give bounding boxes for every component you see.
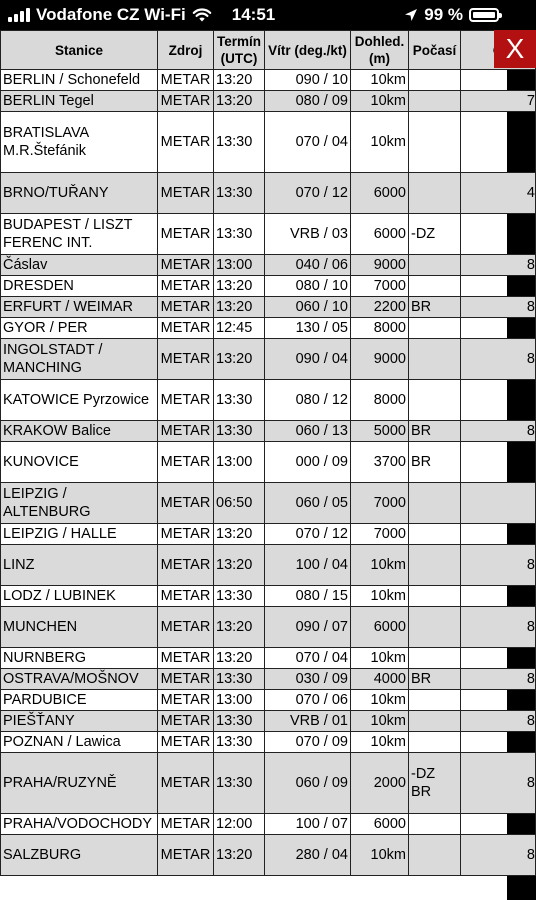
col-header-term[interactable]: Termín (UTC) (214, 31, 265, 70)
cell-term: 13:30 (214, 711, 265, 732)
cell-source: METAR (158, 297, 214, 318)
cell-wind: 090 / 04 (265, 339, 351, 380)
table-body (1, 70, 536, 876)
cell-next: 8 (461, 339, 536, 380)
cell-next: 8 (461, 297, 536, 318)
cell-station: POZNAN / Lawica (1, 732, 158, 753)
cell-term: 13:20 (214, 835, 265, 876)
cell-source: METAR (158, 669, 214, 690)
cell-weather (409, 112, 461, 173)
location-arrow-icon (404, 8, 418, 22)
table-row[interactable] (1, 545, 536, 586)
status-bar (0, 0, 507, 30)
cell-station: BRNO/TUŘANY (1, 173, 158, 214)
cell-wind: 090 / 10 (265, 70, 351, 91)
cell-term: 13:30 (214, 112, 265, 173)
cell-wind: 070 / 04 (265, 648, 351, 669)
col-header-wind[interactable]: Vítr (deg./kt) (265, 31, 351, 70)
weather-table (0, 30, 536, 876)
cell-station: PRAHA/VODOCHODY (1, 814, 158, 835)
cell-term: 13:30 (214, 214, 265, 255)
cell-station: BUDAPEST / LISZT FERENC INT. (1, 214, 158, 255)
cell-weather (409, 318, 461, 339)
table-row[interactable] (1, 732, 536, 753)
cell-visibility: 10km (351, 586, 409, 607)
cell-next: 8 (461, 380, 536, 421)
cell-wind: 070 / 12 (265, 524, 351, 545)
table-row[interactable] (1, 173, 536, 214)
cell-weather (409, 586, 461, 607)
cell-term: 13:30 (214, 421, 265, 442)
cell-next: 8 (461, 648, 536, 669)
col-header-visibility[interactable]: Dohled. (m) (351, 31, 409, 70)
cell-wind: 040 / 06 (265, 255, 351, 276)
cell-weather: -DZ (409, 214, 461, 255)
cell-station: BERLIN / Schonefeld (1, 70, 158, 91)
cell-term: 13:20 (214, 648, 265, 669)
cell-wind: 060 / 10 (265, 297, 351, 318)
cell-visibility: 10km (351, 70, 409, 91)
cell-weather (409, 835, 461, 876)
cell-weather (409, 276, 461, 297)
cell-source: METAR (158, 753, 214, 814)
cell-visibility: 4000 (351, 669, 409, 690)
cell-weather (409, 483, 461, 524)
cell-wind: 090 / 07 (265, 607, 351, 648)
cell-source: METAR (158, 112, 214, 173)
cell-visibility: 6000 (351, 814, 409, 835)
cell-next: 8 (461, 732, 536, 753)
cell-weather (409, 607, 461, 648)
cell-visibility: 2200 (351, 297, 409, 318)
close-button[interactable]: X (494, 30, 536, 68)
cell-source: METAR (158, 214, 214, 255)
cell-weather (409, 732, 461, 753)
cell-next: 4 (461, 173, 536, 214)
cell-term: 13:30 (214, 173, 265, 214)
cell-source: METAR (158, 524, 214, 545)
cell-wind: 000 / 09 (265, 442, 351, 483)
table-row[interactable] (1, 669, 536, 690)
cell-station: INGOLSTADT / MANCHING (1, 339, 158, 380)
cell-station: LEIPZIG / HALLE (1, 524, 158, 545)
cell-station: PARDUBICE (1, 690, 158, 711)
cell-next: 7 (461, 70, 536, 91)
cell-next: 8 (461, 669, 536, 690)
cell-next: 8 (461, 835, 536, 876)
cell-weather (409, 524, 461, 545)
table-row[interactable] (1, 297, 536, 318)
cell-wind: 080 / 10 (265, 276, 351, 297)
cell-visibility: 10km (351, 112, 409, 173)
cell-weather (409, 173, 461, 214)
cell-term: 13:30 (214, 586, 265, 607)
cell-term: 13:30 (214, 380, 265, 421)
cell-term: 13:20 (214, 339, 265, 380)
cell-source: METAR (158, 711, 214, 732)
cell-station: MUNCHEN (1, 607, 158, 648)
cell-wind: 070 / 06 (265, 690, 351, 711)
cell-term: 13:20 (214, 297, 265, 318)
col-header-station[interactable]: Stanice (1, 31, 158, 70)
cell-visibility: 7000 (351, 483, 409, 524)
cell-source: METAR (158, 276, 214, 297)
cell-source: METAR (158, 690, 214, 711)
cell-wind: 070 / 12 (265, 173, 351, 214)
table-row[interactable] (1, 214, 536, 255)
cell-visibility: 9000 (351, 255, 409, 276)
cell-term: 13:20 (214, 607, 265, 648)
cell-wind: 100 / 04 (265, 545, 351, 586)
cell-next: 8 (461, 690, 536, 711)
cell-weather: BR (409, 442, 461, 483)
cell-weather: BR (409, 421, 461, 442)
cell-next: 8 (461, 255, 536, 276)
table-row[interactable] (1, 255, 536, 276)
table-row[interactable] (1, 711, 536, 732)
cell-term: 06:50 (214, 483, 265, 524)
table-row[interactable] (1, 70, 536, 91)
cell-station: PIEŠŤANY (1, 711, 158, 732)
cell-term: 13:20 (214, 545, 265, 586)
cell-term: 12:45 (214, 318, 265, 339)
cell-source: METAR (158, 586, 214, 607)
cell-wind: 080 / 15 (265, 586, 351, 607)
cell-weather (409, 545, 461, 586)
carrier-label: Vodafone CZ Wi-Fi (36, 5, 186, 24)
cell-next: 7 (461, 91, 536, 112)
cell-next: 8 (461, 421, 536, 442)
cell-weather (409, 70, 461, 91)
cell-station: SALZBURG (1, 835, 158, 876)
cell-station: ERFURT / WEIMAR (1, 297, 158, 318)
table-row[interactable] (1, 442, 536, 483)
cell-weather: -DZ BR (409, 753, 461, 814)
cell-weather (409, 255, 461, 276)
cell-visibility: 6000 (351, 214, 409, 255)
cell-visibility: 10km (351, 648, 409, 669)
cell-station: BERLIN Tegel (1, 91, 158, 112)
cell-term: 13:30 (214, 732, 265, 753)
table-row[interactable] (1, 421, 536, 442)
cell-station: KATOWICE Pyrzowice (1, 380, 158, 421)
cell-wind: 060 / 13 (265, 421, 351, 442)
cell-wind: 060 / 05 (265, 483, 351, 524)
cell-next: 7 (461, 524, 536, 545)
cell-next: 8 (461, 442, 536, 483)
table-row[interactable] (1, 690, 536, 711)
cell-weather (409, 690, 461, 711)
cell-source: METAR (158, 70, 214, 91)
cell-next: 7 (461, 112, 536, 173)
cell-wind: 060 / 09 (265, 753, 351, 814)
cell-wind: VRB / 01 (265, 711, 351, 732)
cell-visibility: 2000 (351, 753, 409, 814)
cell-wind: VRB / 03 (265, 214, 351, 255)
table-row[interactable] (1, 814, 536, 835)
cell-next: 8 (461, 214, 536, 255)
table-row[interactable] (1, 835, 536, 876)
cell-station: Čáslav (1, 255, 158, 276)
table-row[interactable] (1, 753, 536, 814)
cell-station: NURNBERG (1, 648, 158, 669)
status-right (404, 5, 499, 25)
cell-source: METAR (158, 442, 214, 483)
cell-source: METAR (158, 814, 214, 835)
cell-term: 12:00 (214, 814, 265, 835)
cell-source: METAR (158, 318, 214, 339)
cell-term: 13:20 (214, 91, 265, 112)
cell-visibility: 8000 (351, 318, 409, 339)
cell-station: KUNOVICE (1, 442, 158, 483)
cell-wind: 080 / 09 (265, 91, 351, 112)
cell-visibility: 7000 (351, 524, 409, 545)
table-row[interactable] (1, 380, 536, 421)
cell-visibility: 8000 (351, 380, 409, 421)
cell-term: 13:20 (214, 276, 265, 297)
cell-visibility: 10km (351, 732, 409, 753)
cell-station: OSTRAVA/MOŠNOV (1, 669, 158, 690)
cell-term: 13:20 (214, 524, 265, 545)
cell-visibility: 9000 (351, 339, 409, 380)
cell-station: LINZ (1, 545, 158, 586)
table-row[interactable] (1, 339, 536, 380)
cell-station: BRATISLAVA M.R.Štefánik (1, 112, 158, 173)
cell-visibility: 10km (351, 690, 409, 711)
cell-station: LEIPZIG / ALTENBURG (1, 483, 158, 524)
cell-next: 8 (461, 711, 536, 732)
cell-term: 13:00 (214, 442, 265, 483)
cell-next: 8 (461, 814, 536, 835)
col-header-source[interactable]: Zdroj (158, 31, 214, 70)
cell-next: 7 (461, 276, 536, 297)
cell-station: DRESDEN (1, 276, 158, 297)
cell-visibility: 7000 (351, 276, 409, 297)
cell-next (461, 483, 536, 524)
cell-weather (409, 648, 461, 669)
cell-term: 13:00 (214, 255, 265, 276)
cell-wind: 280 / 04 (265, 835, 351, 876)
cell-source: METAR (158, 835, 214, 876)
cell-weather: BR (409, 297, 461, 318)
cell-next: 8 (461, 545, 536, 586)
table-row[interactable] (1, 112, 536, 173)
table-row[interactable] (1, 276, 536, 297)
cell-next: 8 (461, 318, 536, 339)
cell-weather (409, 380, 461, 421)
cell-wind: 070 / 09 (265, 732, 351, 753)
cell-source: METAR (158, 91, 214, 112)
weather-table-view[interactable] (0, 30, 535, 900)
cell-next: 7 (461, 586, 536, 607)
cell-source: METAR (158, 255, 214, 276)
cell-term: 13:30 (214, 669, 265, 690)
cell-visibility: 10km (351, 835, 409, 876)
cell-source: METAR (158, 380, 214, 421)
cell-term: 13:00 (214, 690, 265, 711)
cell-source: METAR (158, 732, 214, 753)
cell-weather (409, 339, 461, 380)
col-header-weather[interactable]: Počasí (409, 31, 461, 70)
cell-weather: BR (409, 669, 461, 690)
cell-station: PRAHA/RUZYNĚ (1, 753, 158, 814)
cell-term: 13:30 (214, 753, 265, 814)
table-row[interactable] (1, 607, 536, 648)
cell-weather (409, 814, 461, 835)
cell-next: 8 (461, 607, 536, 648)
cell-visibility: 10km (351, 91, 409, 112)
cell-visibility: 10km (351, 711, 409, 732)
cell-wind: 030 / 09 (265, 669, 351, 690)
cell-source: METAR (158, 339, 214, 380)
table-row[interactable] (1, 586, 536, 607)
table-row[interactable] (1, 648, 536, 669)
cell-visibility: 5000 (351, 421, 409, 442)
cell-wind: 070 / 04 (265, 112, 351, 173)
cell-source: METAR (158, 421, 214, 442)
cell-source: METAR (158, 483, 214, 524)
clock: 14:51 (231, 5, 276, 24)
cell-station: KRAKOW Balice (1, 421, 158, 442)
cell-wind: 080 / 12 (265, 380, 351, 421)
cell-weather (409, 91, 461, 112)
battery-percent: 99 % (424, 5, 463, 24)
cell-visibility: 6000 (351, 173, 409, 214)
cell-next: 8 (461, 753, 536, 814)
cell-term: 13:20 (214, 70, 265, 91)
cell-source: METAR (158, 607, 214, 648)
cell-visibility: 3700 (351, 442, 409, 483)
table-row[interactable] (1, 483, 536, 524)
battery-icon (469, 8, 499, 22)
cell-station: LODZ / LUBINEK (1, 586, 158, 607)
table-row[interactable] (1, 91, 536, 112)
cell-station: GYOR / PER (1, 318, 158, 339)
table-row[interactable] (1, 318, 536, 339)
table-header-row (1, 31, 536, 70)
cell-visibility: 6000 (351, 607, 409, 648)
cell-wind: 100 / 07 (265, 814, 351, 835)
cell-source: METAR (158, 648, 214, 669)
cell-wind: 130 / 05 (265, 318, 351, 339)
cell-source: METAR (158, 173, 214, 214)
cell-visibility: 10km (351, 545, 409, 586)
table-row[interactable] (1, 524, 536, 545)
cell-source: METAR (158, 545, 214, 586)
cell-weather (409, 711, 461, 732)
